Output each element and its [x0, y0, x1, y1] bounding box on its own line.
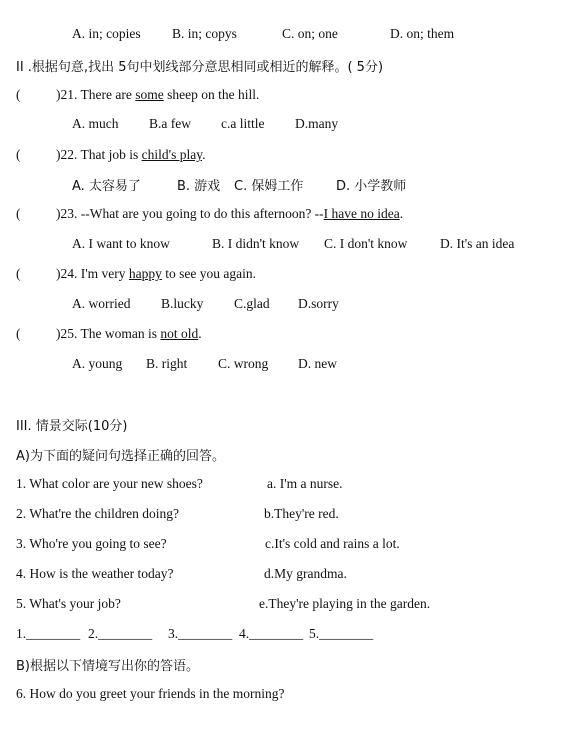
matching-question: 5. What's your job? — [16, 596, 121, 611]
matching-question: 3. Who're you going to see? — [16, 536, 167, 551]
option-d: D.sorry — [298, 296, 339, 311]
answer-blank[interactable]: 3.________ — [168, 626, 233, 641]
stem-pre: --What are you going to do this afternoon? -- — [80, 206, 324, 221]
matching-question: 4. How is the weather today? — [16, 566, 174, 581]
answer-paren: ( — [16, 266, 21, 281]
underlined-phrase: some — [135, 87, 164, 102]
option-d: D.many — [295, 116, 339, 131]
underlined-phrase: child's play — [141, 147, 203, 162]
answer-paren: ( — [16, 147, 21, 162]
option-a: A. worried — [72, 296, 131, 311]
question-stem — [56, 206, 403, 222]
answer-blank[interactable]: 5.________ — [309, 626, 374, 641]
option-b: B.lucky — [161, 296, 204, 311]
option-b: B. I didn't know — [212, 236, 300, 251]
answer-paren: ( — [16, 206, 21, 221]
underlined-phrase: I have no idea — [323, 206, 400, 221]
question-stem — [56, 147, 205, 163]
question-number: )25. — [56, 326, 78, 341]
stem-pre: That job is — [80, 147, 142, 162]
matching-answer: c.It's cold and rains a lot. — [265, 536, 400, 551]
answer-paren: ( — [16, 326, 21, 341]
option-a: A. 太容易了 — [72, 179, 141, 194]
matching-answer: a. I'm a nurse. — [267, 476, 343, 491]
section3-part-a-instruction: A)为下面的疑问句选择正确的回答。 — [16, 449, 225, 464]
section3-title: III. 情景交际(10分) — [16, 419, 128, 434]
option-d: D. It's an idea — [440, 236, 515, 251]
question-6: 6. How do you greet your friends in the morning? — [16, 686, 285, 701]
option-a: A. much — [72, 116, 119, 131]
underlined-phrase: not old — [160, 326, 199, 341]
section2-title: II .根据句意,找出 5句中划线部分意思相同或相近的解释。( 5分) — [16, 60, 384, 75]
option-b: B.a few — [149, 116, 191, 131]
stem-post: . — [198, 326, 202, 341]
answer-blank[interactable]: 2.________ — [88, 626, 153, 641]
top-option-a: A. in; copies — [72, 26, 141, 41]
section3-part-b-instruction: B)根据以下情境写出你的答语。 — [16, 659, 199, 674]
question-stem — [56, 326, 202, 342]
option-c: C. wrong — [218, 356, 269, 371]
option-d: D. 小学教师 — [336, 179, 407, 194]
answer-paren: ( — [16, 87, 21, 102]
option-a: A. young — [72, 356, 123, 371]
question-number: )23. — [56, 206, 78, 221]
top-option-b: B. in; copys — [172, 26, 237, 41]
answer-blank[interactable]: 1.________ — [16, 626, 81, 641]
stem-pre: I'm very — [80, 266, 129, 281]
underlined-phrase: happy — [128, 266, 162, 281]
matching-question: 2. What're the children doing? — [16, 506, 180, 521]
matching-answer: b.They're red. — [264, 506, 339, 521]
option-c: C. 保姆工作 — [234, 179, 304, 194]
option-b: B. right — [146, 356, 188, 371]
top-option-d: D. on; them — [390, 26, 455, 41]
stem-pre: There are — [80, 87, 136, 102]
question-number: )21. — [56, 87, 78, 102]
top-option-c: C. on; one — [282, 26, 338, 41]
answer-blank[interactable]: 4.________ — [239, 626, 304, 641]
stem-post: sheep on the hill. — [163, 87, 260, 102]
option-a: A. I want to know — [72, 236, 170, 251]
option-c: C.glad — [234, 296, 270, 311]
stem-post: . — [202, 147, 206, 162]
matching-answer: e.They're playing in the garden. — [259, 596, 431, 611]
option-b: B. 游戏 — [177, 179, 221, 194]
question-stem — [56, 266, 256, 282]
stem-pre: The woman is — [80, 326, 161, 341]
question-stem — [56, 87, 259, 103]
stem-post: to see you again. — [161, 266, 257, 281]
option-c: C. I don't know — [324, 236, 408, 251]
stem-post: . — [399, 206, 404, 221]
matching-question: 1. What color are your new shoes? — [16, 476, 203, 491]
option-c: c.a little — [221, 116, 265, 131]
question-number: )22. — [56, 147, 78, 162]
question-number: )24. — [56, 266, 78, 281]
matching-answer: d.My grandma. — [264, 566, 347, 581]
option-d: D. new — [298, 356, 337, 371]
